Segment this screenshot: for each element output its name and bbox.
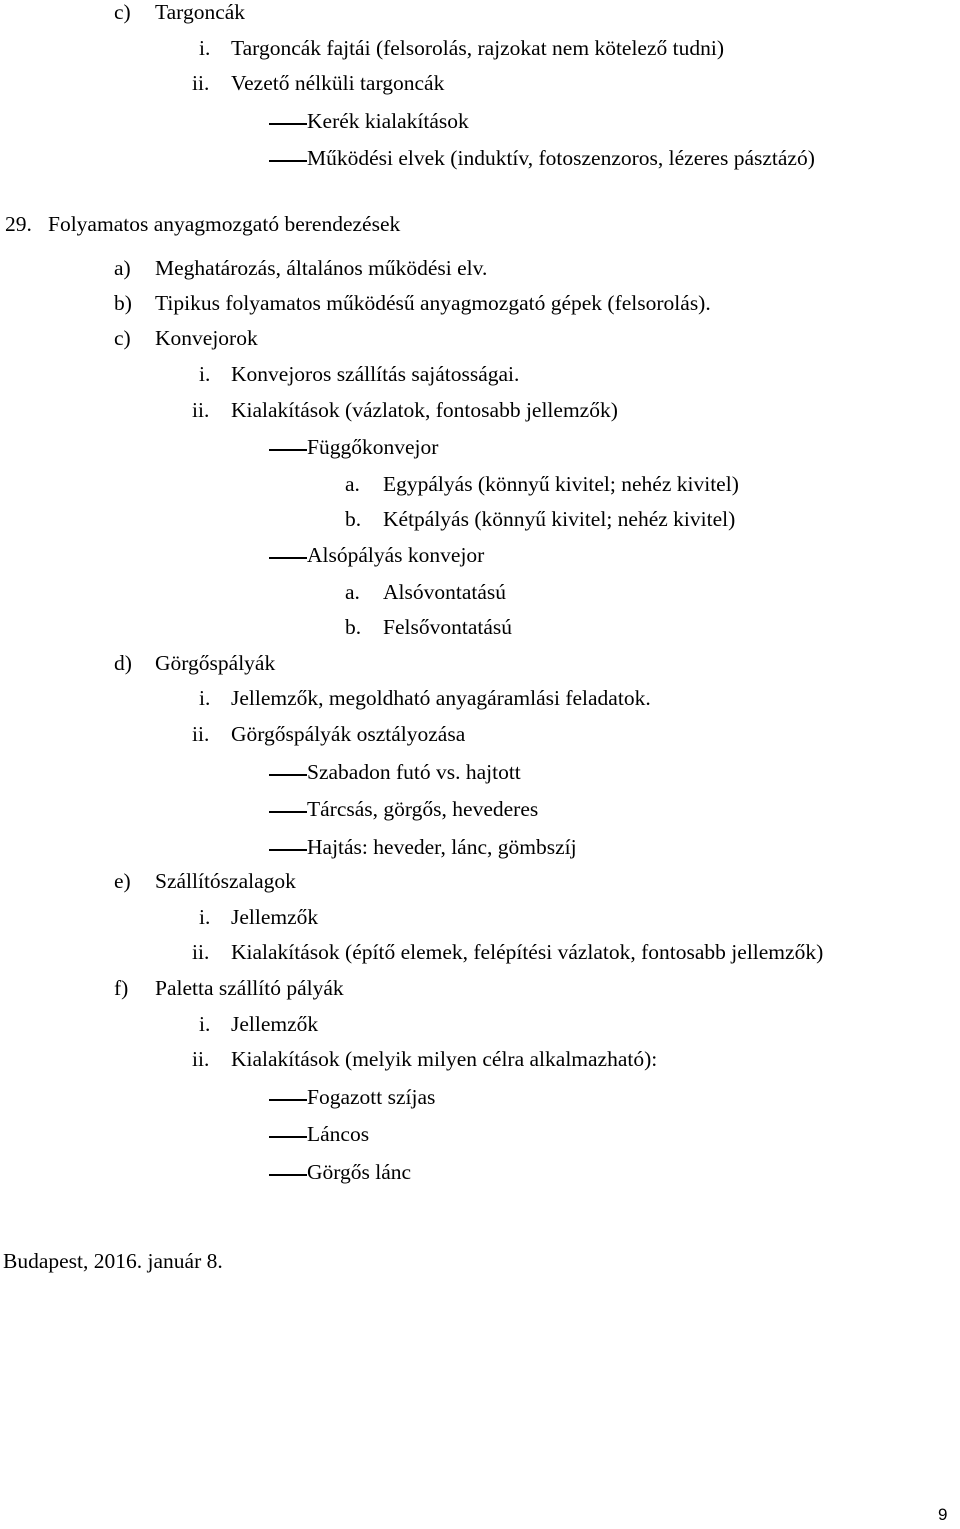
item-marker: i. [199, 686, 211, 710]
item-marker: ii. [192, 71, 210, 95]
item-marker: i. [199, 362, 211, 386]
dash-bullet [269, 1099, 307, 1101]
item-text: Kialakítások (melyik milyen célra alkalmazható): [231, 1047, 658, 1071]
item-text: Fogazott szíjas [307, 1085, 436, 1109]
dash-bullet [269, 774, 307, 776]
dash-bullet [269, 449, 307, 451]
page-number: 9 [938, 1505, 948, 1524]
item-marker: c) [114, 0, 131, 24]
item-text: Kétpályás (könnyű kivitel; nehéz kivitel) [383, 507, 736, 531]
item-marker: a. [345, 580, 360, 604]
item-marker: b. [345, 615, 362, 639]
item-marker: e) [114, 869, 131, 893]
place-date: Budapest, 2016. január 8. [3, 1249, 223, 1273]
item-text: Görgőspályák [155, 651, 276, 675]
item-marker: i. [199, 36, 211, 60]
dash-bullet [269, 1174, 307, 1176]
dash-bullet [269, 849, 307, 851]
item-text: Kerék kialakítások [307, 109, 469, 133]
item-text: Targoncák fajtái (felsorolás, rajzokat nem kötelező tudni) [231, 36, 724, 60]
dash-bullet [269, 160, 307, 162]
item-text: Láncos [307, 1122, 370, 1146]
item-text: Meghatározás, általános működési elv. [155, 256, 488, 280]
dash-bullet [269, 123, 307, 125]
item-marker: ii. [192, 940, 210, 964]
item-marker: i. [199, 905, 211, 929]
item-marker: a. [345, 472, 360, 496]
item-text: Vezető nélküli targoncák [231, 71, 445, 95]
item-marker: i. [199, 1012, 211, 1036]
item-marker: ii. [192, 722, 210, 746]
item-marker: c) [114, 326, 131, 350]
item-marker: b) [114, 291, 132, 315]
item-text: Konvejoros szállítás sajátosságai. [231, 362, 520, 386]
item-marker: 29. [5, 212, 32, 236]
item-text: Görgős lánc [307, 1160, 412, 1184]
item-marker: a) [114, 256, 131, 280]
item-text: Kialakítások (építő elemek, felépítési vázlatok, fontosabb jellemzők) [231, 940, 824, 964]
item-text: Paletta szállító pályák [155, 976, 344, 1000]
item-marker: b. [345, 507, 362, 531]
item-text: Egypályás (könnyű kivitel; nehéz kivitel) [383, 472, 739, 496]
item-text: Szabadon futó vs. hajtott [307, 760, 521, 784]
item-marker: ii. [192, 1047, 210, 1071]
dash-bullet [269, 811, 307, 813]
item-marker: ii. [192, 398, 210, 422]
item-text: Alsóvontatású [383, 580, 507, 604]
item-marker: f) [114, 976, 129, 1000]
item-text: Jellemzők [231, 905, 319, 929]
dash-bullet [269, 1136, 307, 1138]
item-text: Görgőspályák osztályozása [231, 722, 466, 746]
item-text: Tipikus folyamatos működésű anyagmozgató gépek (felsorolás). [155, 291, 711, 315]
item-text: Hajtás: heveder, lánc, gömbszíj [307, 835, 577, 859]
item-text: Jellemzők [231, 1012, 319, 1036]
item-text: Szállítószalagok [155, 869, 296, 893]
item-marker: d) [114, 651, 132, 675]
item-text: Folyamatos anyagmozgató berendezések [48, 212, 401, 236]
item-text: Felsővontatású [383, 615, 512, 639]
item-text: Targoncák [155, 0, 246, 24]
item-text: Függőkonvejor [307, 435, 439, 459]
item-text: Alsópályás konvejor [307, 543, 485, 567]
dash-bullet [269, 557, 307, 559]
item-text: Működési elvek (induktív, fotoszenzoros, lézeres pásztázó) [307, 146, 815, 170]
item-text: Kialakítások (vázlatok, fontosabb jellemzők) [231, 398, 618, 422]
item-text: Konvejorok [155, 326, 258, 350]
item-text: Jellemzők, megoldható anyagáramlási feladatok. [231, 686, 651, 710]
item-text: Tárcsás, görgős, hevederes [307, 797, 539, 821]
